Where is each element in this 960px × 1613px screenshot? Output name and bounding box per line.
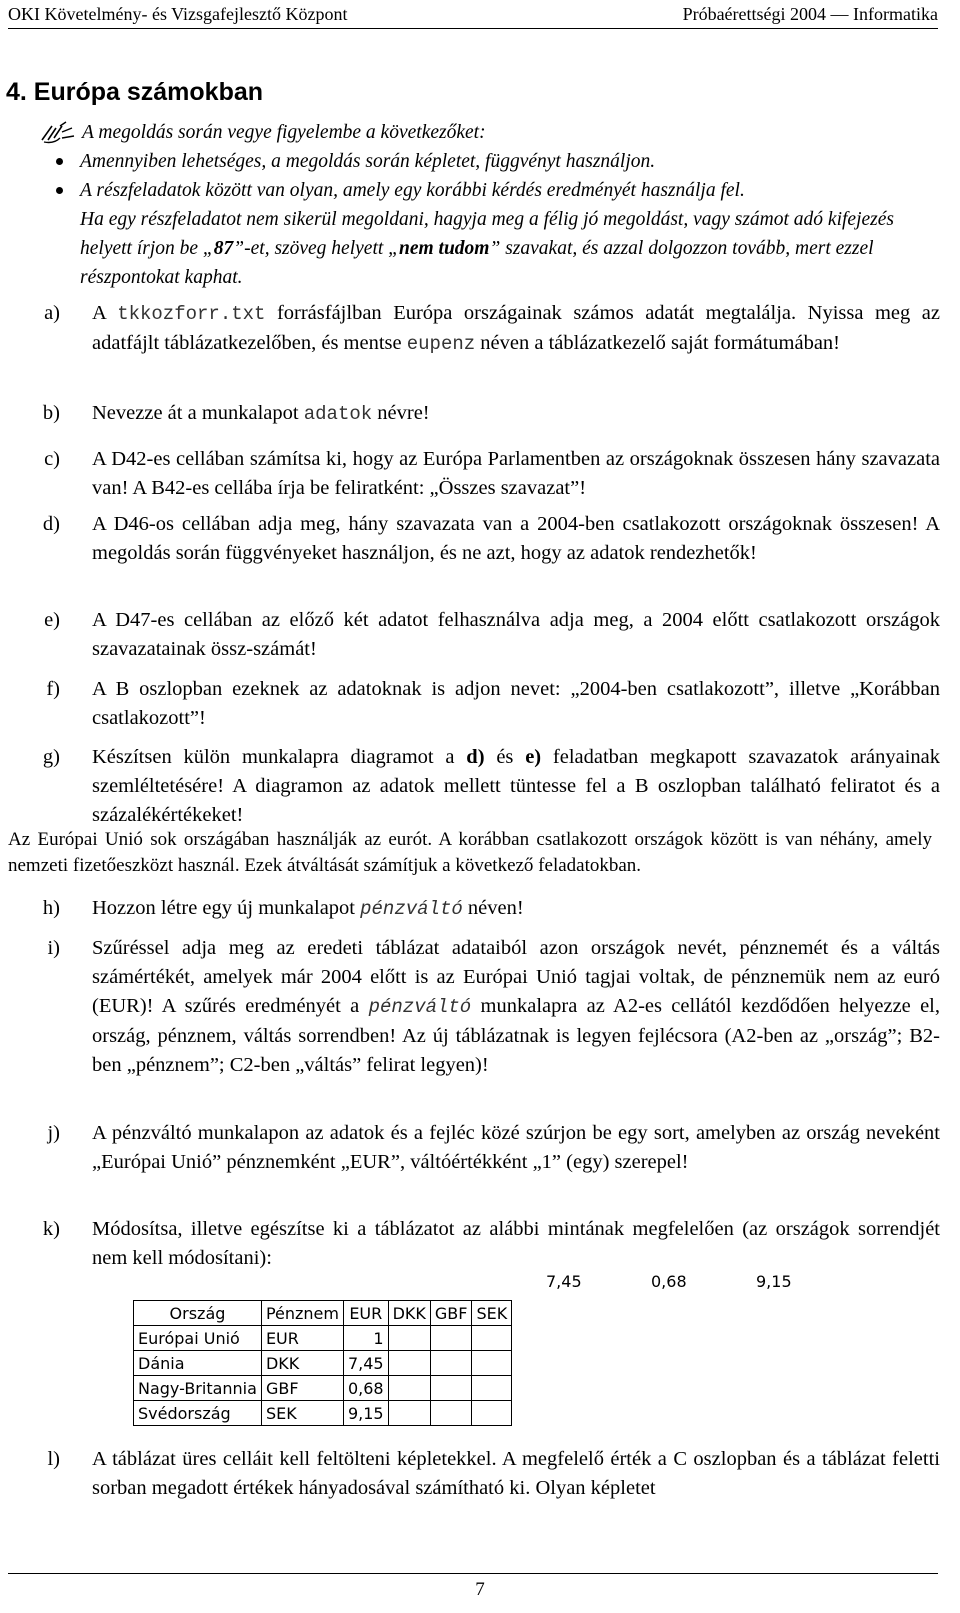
task-text: Hozzon létre egy új munkalapot pénzváltó néven! — [92, 897, 524, 920]
rate-cell: 0,68 — [343, 1376, 388, 1401]
task-label: i) — [47, 937, 60, 959]
task-g — [0, 743, 940, 830]
instructions-note — [44, 118, 944, 292]
note-bullet — [44, 147, 944, 176]
note-bullet-text: Amennyiben lehetséges, a megoldás során képletet, függvényt használjon. — [80, 151, 656, 172]
sheet-name-code: pénzváltó — [368, 996, 472, 1018]
table-row — [134, 1376, 512, 1401]
currency-cell: GBF — [261, 1376, 343, 1401]
empty-cell — [472, 1351, 512, 1376]
task-d — [0, 510, 940, 568]
rate-cell: 7,45 — [343, 1351, 388, 1376]
task-text: A D42-es cellában számítsa ki, hogy az Európa Parlamentben az országoknak összesen hány szavazata van! A B42-es cellába írja be feliratként: „Összes szavazat”! — [92, 448, 940, 499]
bullet-icon — [56, 158, 63, 165]
sheet-name-code: pénzváltó — [360, 898, 463, 920]
task-label: l) — [47, 1448, 60, 1470]
empty-cell — [388, 1351, 430, 1376]
empty-cell — [388, 1376, 430, 1401]
task-text: Nevezze át a munkalapot adatok névre! — [92, 402, 430, 425]
rate-value: 9,15 — [756, 1272, 792, 1291]
task-label: f) — [46, 678, 60, 700]
task-text: A D47-es cellában az előző két adatot felhasználva adja meg, a 2004 előtt csatlakozott országok szavazatainak össz-számát! — [92, 609, 940, 660]
empty-cell — [472, 1376, 512, 1401]
task-l — [0, 1445, 940, 1503]
task-label: c) — [44, 448, 60, 470]
page-header — [8, 2, 938, 29]
note-bold-nem-tudom: nem tudom — [399, 238, 490, 259]
note-bullet-list — [44, 147, 944, 205]
empty-cell — [388, 1326, 430, 1351]
header-organization: OKI Követelmény- és Vizsgafejlesztő Központ — [8, 4, 348, 24]
empty-cell — [430, 1376, 472, 1401]
task-e — [0, 606, 940, 664]
note-paragraph — [44, 205, 944, 292]
bold-ref: d) — [466, 746, 485, 768]
table-row — [134, 1326, 512, 1351]
task-h — [0, 894, 940, 924]
currency-cell: SEK — [261, 1401, 343, 1426]
task-text: A pénzváltó munkalapon az adatok és a fejléc közé szúrjon be egy sort, amelyben az ország neveként „Európai Unió” pénznemként „EUR”, váltóértékként „1” (egy) szerepel! — [92, 1122, 940, 1173]
sheet-name-code: adatok — [303, 403, 373, 425]
task-i — [0, 934, 940, 1080]
empty-cell — [388, 1401, 430, 1426]
task-f — [0, 675, 940, 733]
task-text: Módosítsa, illetve egészítse ki a táblázatot az alábbi mintának megfelelően (az országok sorrendjét nem kell módosítani): — [92, 1218, 940, 1269]
table-header-row — [134, 1301, 512, 1326]
note-bullet — [44, 176, 944, 205]
rate-cell: 9,15 — [343, 1401, 388, 1426]
header-cell: DKK — [388, 1301, 430, 1326]
task-label: g) — [42, 746, 60, 768]
note-text: ”-et, szöveg helyett „ — [233, 238, 399, 259]
rate-value: 7,45 — [546, 1272, 582, 1291]
country-cell: Európai Unió — [134, 1326, 262, 1351]
filename-code: tkkozforr.txt — [117, 303, 266, 325]
currency-cell: DKK — [261, 1351, 343, 1376]
header-cell: Ország — [134, 1301, 262, 1326]
task-label: h) — [42, 897, 60, 919]
header-exam-title: Próbaérettségi 2004 — Informatika — [682, 4, 938, 24]
note-bold-87: 87 — [213, 238, 234, 259]
section-title: 4. Európa számokban — [6, 78, 264, 106]
intro-paragraph: Az Európai Unió sok országában használják az eurót. A korábban csatlakozott országok között is van néhány, amely nemzeti fizetőeszközt használ. Ezek átváltását számítjuk a következő feladatokban. — [8, 829, 932, 876]
spreadsheet-table — [133, 1300, 512, 1426]
empty-cell — [472, 1326, 512, 1351]
rate-cell: 1 — [343, 1326, 388, 1351]
task-text: A tkkozforr.txt forrásfájlban Európa országainak számos adatát megtalálja. Nyissa meg az adatfájlt táblázatkezelőben, és mentse eupenz néven a táblázatkezelő saját formátumában! — [92, 302, 940, 355]
bullet-icon — [56, 187, 63, 194]
empty-cell — [472, 1401, 512, 1426]
pointing-hand-icon — [40, 120, 76, 144]
task-c — [0, 445, 940, 503]
header-cell: GBF — [430, 1301, 472, 1326]
bold-ref: e) — [525, 746, 542, 768]
empty-cell — [430, 1351, 472, 1376]
header-cell: SEK — [472, 1301, 512, 1326]
country-cell: Nagy-Britannia — [134, 1376, 262, 1401]
footer-rule — [8, 1573, 938, 1574]
task-a — [0, 299, 940, 359]
note-text: Ha egy részfeladatot nem sikerül megoldani, hagyja meg a félig jó megoldást, vagy számot adó kifejezés helyett írjon be „ — [80, 209, 894, 259]
country-cell: Dánia — [134, 1351, 262, 1376]
rate-value: 0,68 — [651, 1272, 687, 1291]
country-cell: Svédország — [134, 1401, 262, 1426]
note-intro-text: A megoldás során vegye figyelembe a következőket: — [82, 122, 486, 143]
task-label: j) — [47, 1122, 60, 1144]
task-text: Készítsen külön munkalapra diagramot a d) és e) feladatban megkapott szavazatok arányainak szemléltetésére! A diagramon az adatok mellett tüntesse fel a B oszlopban található feliratot és a százalékértékeket! — [92, 746, 941, 826]
task-b — [0, 399, 940, 429]
note-intro — [44, 118, 944, 147]
task-label: b) — [42, 402, 60, 424]
task-j — [0, 1119, 940, 1177]
filename-code: eupenz — [406, 333, 476, 355]
task-text: A B oszlopban ezeknek az adatoknak is adjon nevet: „2004-ben csatlakozott”, illetve „Korábban csatlakozott”! — [92, 678, 940, 729]
task-text: A D46-os cellában adja meg, hány szavazata van a 2004-ben csatlakozott országoknak összesen! A megoldás során függvényeket használjon, és ne azt, hogy az adatok rendezhetők! — [92, 513, 940, 564]
task-label: e) — [44, 609, 60, 631]
note-bullet-text: A részfeladatok között van olyan, amely egy korábbi kérdés eredményét használja fel. — [80, 180, 745, 201]
empty-cell — [430, 1401, 472, 1426]
empty-cell — [430, 1326, 472, 1351]
currency-cell: EUR — [261, 1326, 343, 1351]
task-label: a) — [44, 302, 60, 324]
table-row — [134, 1401, 512, 1426]
task-text: A táblázat üres celláit kell feltölteni képletekkel. A megfelelő érték a C oszlopban és a táblázat feletti sorban megadott értékek hányadosával számítható ki. Olyan képletet — [92, 1448, 940, 1499]
header-cell: Pénznem — [261, 1301, 343, 1326]
task-k — [0, 1215, 940, 1273]
page-number: 7 — [475, 1579, 485, 1600]
header-cell: EUR — [343, 1301, 388, 1326]
task-label: d) — [42, 513, 60, 535]
task-label: k) — [42, 1218, 60, 1240]
task-text: Szűréssel adja meg az eredeti táblázat adataiból azon országok nevét, pénznemét és a váltás számértékét, amelyek már 2004 előtt is az Európai Unió tagjai voltak, de pénznemük nem az euró (EUR)! A szűrés eredményét a pénzváltó munkalapra az A2-es cellától kezdődően helyezze el, ország, pénznem, váltás sorrendben! Az új táblázatnak is legyen fejlécsora (A2-ben az „ország”; B2-ben „pénznem”; C2-ben „váltás” felirat legyen)! — [92, 937, 941, 1076]
table-row — [134, 1351, 512, 1376]
note-text: ” szavakat, és azzal dolgozzon tovább, mert ezzel részpontokat kaphat. — [80, 238, 874, 288]
